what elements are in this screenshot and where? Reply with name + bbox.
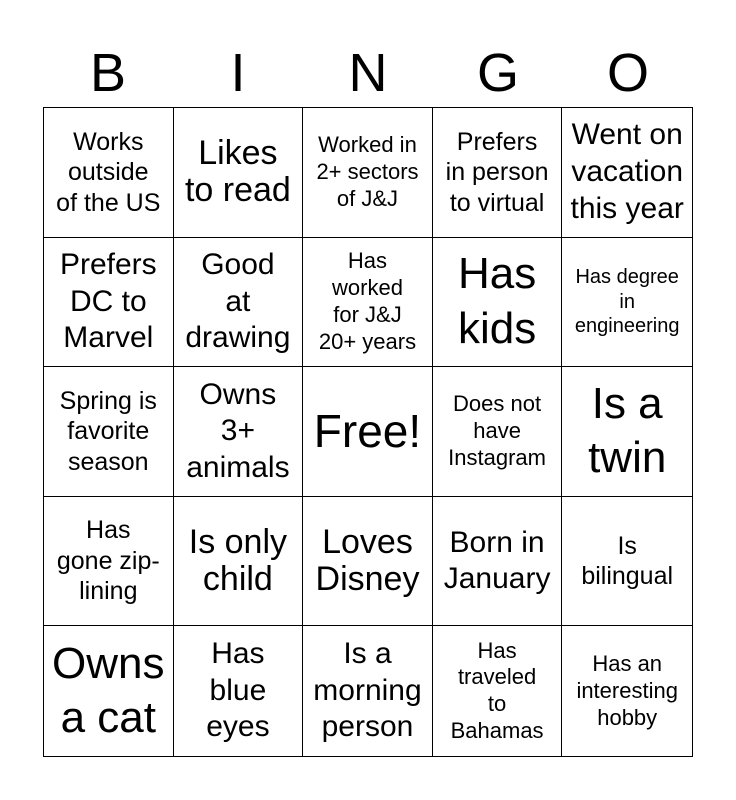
header-letter-n: N: [348, 43, 388, 103]
cell-text: Good at drawing: [185, 248, 291, 355]
bingo-cell[interactable]: [433, 108, 563, 238]
bingo-cell[interactable]: [44, 626, 174, 756]
cell-text: Prefers DC to Marvel: [59, 248, 157, 355]
bingo-cell[interactable]: [174, 238, 304, 368]
cell-text: Owns 3+ animals: [186, 377, 290, 484]
cell-text: Has an interesting hobby: [576, 650, 678, 730]
header-letter-b: B: [89, 43, 127, 103]
cell-text: Born in January: [443, 525, 551, 596]
header-letter-o: O: [606, 43, 649, 103]
free-space-text: Free!: [313, 405, 422, 458]
cell-text: Is a morning person: [313, 637, 422, 744]
header-letter-g: G: [476, 43, 519, 103]
bingo-cell[interactable]: [303, 626, 433, 756]
cell-text: Has kids: [457, 249, 537, 353]
bingo-cell[interactable]: [562, 238, 692, 368]
bingo-cell[interactable]: [562, 626, 692, 756]
cell-text: Has gone zip- lining: [56, 516, 160, 606]
cell-text: Works outside of the US: [56, 127, 161, 217]
bingo-cell[interactable]: [562, 497, 692, 627]
bingo-cell[interactable]: [433, 626, 563, 756]
bingo-header: [43, 40, 693, 106]
cell-text: Worked in 2+ sectors of J&J: [316, 132, 419, 211]
cell-text: Went on vacation this year: [570, 118, 684, 225]
bingo-cell[interactable]: [44, 238, 174, 368]
bingo-cell[interactable]: [433, 497, 563, 627]
bingo-cell[interactable]: [44, 367, 174, 497]
cell-text: Owns a cat: [52, 638, 165, 743]
cell-text: Has blue eyes: [206, 637, 270, 744]
bingo-cell[interactable]: [303, 108, 433, 238]
cell-text: Likes to read: [184, 133, 291, 210]
bingo-cell[interactable]: [44, 497, 174, 627]
cell-text: Spring is favorite season: [59, 386, 157, 476]
bingo-cell[interactable]: [303, 367, 433, 497]
cell-text: Has degree in engineering: [574, 266, 680, 338]
cell-text: Is only child: [188, 522, 288, 599]
bingo-board: [43, 107, 693, 757]
cell-text: Has traveled to Bahamas: [450, 637, 544, 744]
cell-text: Loves Disney: [315, 522, 420, 599]
bingo-cell[interactable]: [562, 108, 692, 238]
cell-text: Has worked for J&J 20+ years: [318, 248, 417, 354]
bingo-cell[interactable]: [174, 108, 304, 238]
bingo-cell[interactable]: [44, 108, 174, 238]
bingo-cell[interactable]: [174, 626, 304, 756]
bingo-cell[interactable]: [303, 238, 433, 368]
header-letter-i: I: [230, 43, 246, 103]
cell-text: Is a twin: [588, 378, 667, 483]
cell-text: Prefers in person to virtual: [445, 127, 549, 217]
bingo-cell[interactable]: [433, 238, 563, 368]
bingo-cell[interactable]: [174, 367, 304, 497]
bingo-cell[interactable]: [174, 497, 304, 627]
cell-text: Does not have Instagram: [448, 391, 546, 470]
bingo-cell[interactable]: [562, 367, 692, 497]
cell-text: Is bilingual: [581, 531, 674, 591]
bingo-cell[interactable]: [433, 367, 563, 497]
bingo-cell[interactable]: [303, 497, 433, 627]
